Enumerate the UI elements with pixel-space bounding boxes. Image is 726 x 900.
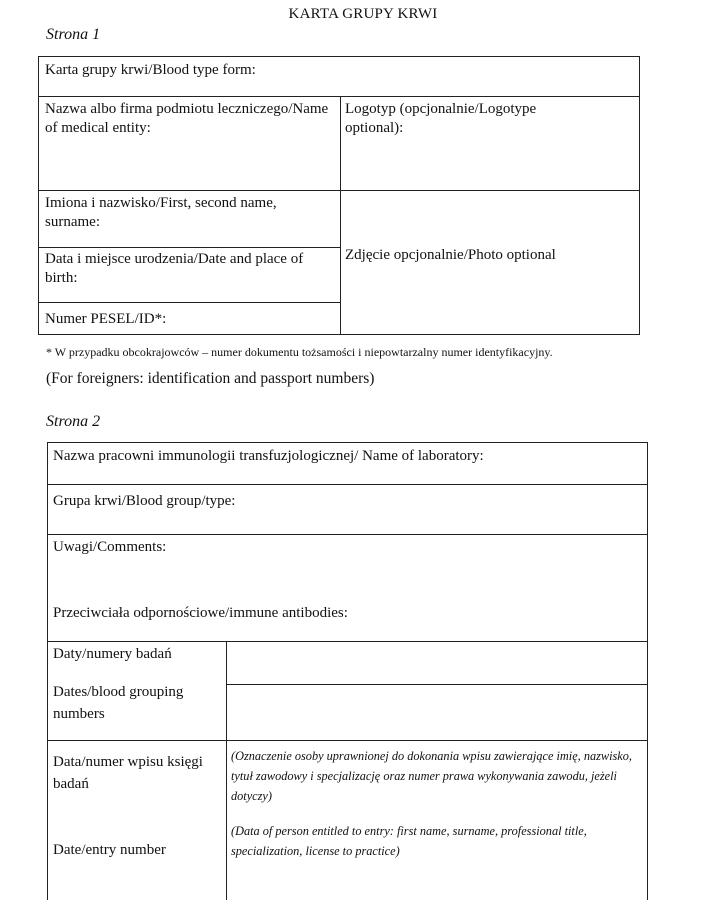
page2-heading: Strona 2 xyxy=(46,413,101,430)
document-title: KARTA GRUPY KRWI xyxy=(288,6,438,22)
divider xyxy=(38,302,340,303)
divider xyxy=(226,641,227,900)
entry-note-pl: (Oznaczenie osoby uprawnionej do dokonania wpisu zawierające imię, nazwisko, tytuł zawodowy i specjalizację oraz numer prawa wykonywania zawodu, jeżeli dotyczy) xyxy=(231,749,632,803)
entry-note-en: (Data of person entitled to entry: first name, surname, professional title, specialization, license to practice) xyxy=(231,824,587,858)
pesel-label: Numer PESEL/ID*: xyxy=(45,311,167,327)
divider xyxy=(47,484,648,485)
test-dates-label-pl: Daty/numery badań xyxy=(53,646,172,662)
comments-label: Uwagi/Comments: xyxy=(53,539,167,555)
divider xyxy=(226,684,648,685)
entry-label-en: Date/entry number xyxy=(53,842,166,858)
divider xyxy=(47,740,648,741)
logotype-label: Logotyp (opcjonalnie/Logotype optional): xyxy=(345,101,537,136)
divider xyxy=(340,96,341,335)
blood-group-label: Grupa krwi/Blood group/type: xyxy=(53,493,236,509)
divider xyxy=(38,247,340,248)
lab-label: Nazwa pracowni immunologii transfuzjologicznej/ Name of laboratory: xyxy=(53,448,484,464)
photo-label: Zdjęcie opcjonalnie/Photo optional xyxy=(345,247,556,263)
divider xyxy=(38,190,640,191)
birth-label: Data i miejsce urodzenia/Date and place of birth: xyxy=(45,251,304,286)
name-label: Imiona i nazwisko/First, second name, surname: xyxy=(45,195,277,230)
divider xyxy=(47,534,648,535)
page1-heading: Strona 1 xyxy=(46,26,101,43)
divider xyxy=(47,641,648,642)
divider xyxy=(38,96,640,97)
entry-label-pl: Data/numer wpisu księgi badań xyxy=(53,754,203,792)
footnote: * W przypadku obcokrajowców – numer dokumentu tożsamości i niepowtarzalny numer identyfikacyjny. xyxy=(46,345,553,359)
antibodies-label: Przeciwciała odpornościowe/immune antibodies: xyxy=(53,605,348,621)
foreigners-note: (For foreigners: identification and passport numbers) xyxy=(46,370,375,387)
medical-entity-label: Nazwa albo firma podmiotu leczniczego/Name of medical entity: xyxy=(45,101,329,136)
form-title-label: Karta grupy krwi/Blood type form: xyxy=(45,62,256,78)
test-dates-label-en: Dates/blood grouping numbers xyxy=(53,684,184,722)
